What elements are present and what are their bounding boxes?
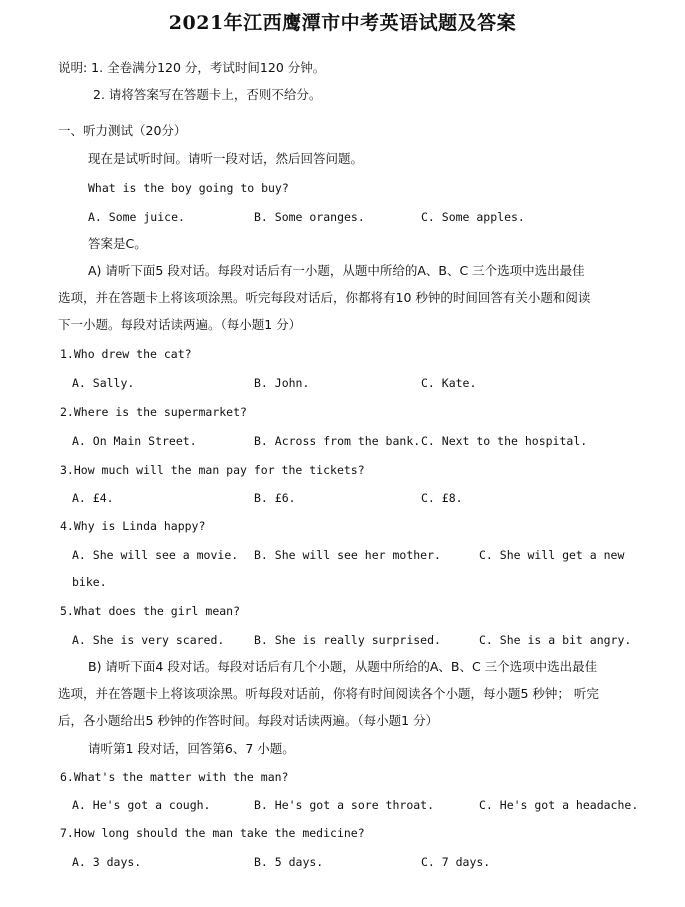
section-intro: 现在是试听时间。请听一段对话，然后回答问题。	[88, 151, 364, 166]
part-b-line-3: 后，各小题给出5 秒钟的作答时间。每段对话读两遍。（每小题1 分）	[58, 713, 439, 728]
q4-option-c: C. She will get a new	[479, 548, 625, 562]
q7-option-b: B. 5 days.	[254, 855, 324, 869]
part-a-line-1: A) 请听下面5 段对话。每段对话后有一小题，从题中所给的A、B、C 三个选项中选出最佳	[88, 263, 585, 278]
sample-option-a: A. Some juice.	[88, 210, 185, 224]
q2-option-c: C. Next to the hospital.	[421, 434, 588, 448]
part-b-line-2: 选项，并在答题卡上将该项涂黑。听每段对话前，你将有时间阅读各个小题，每小题5 秒钟； 听完	[58, 686, 599, 701]
section-heading: 一、听力测试（20分）	[58, 123, 187, 138]
q3-option-c: C. £8.	[421, 491, 463, 505]
instruction-line-1: 说明: 1. 全卷满分120 分，考试时间120 分钟。	[58, 60, 326, 75]
part-b-line-1: B) 请听下面4 段对话。每段对话后有几个小题，从题中所给的A、B、C 三个选项中选出最佳	[88, 659, 598, 674]
q7-option-a: A. 3 days.	[72, 855, 142, 869]
question-5: 5.What does the girl mean?	[60, 604, 241, 618]
q5-option-b: B. She is really surprised.	[254, 633, 441, 647]
q3-option-b: B. £6.	[254, 491, 296, 505]
q3-option-a: A. £4.	[72, 491, 114, 505]
q1-option-a: A. Sally.	[72, 376, 135, 390]
q6-option-a: A. He's got a cough.	[72, 798, 211, 812]
q1-option-c: C. Kate.	[421, 376, 477, 390]
instruction-line-2: 2. 请将答案写在答题卡上，否则不给分。	[93, 87, 322, 102]
document-title: 2021年江西鹰潭市中考英语试题及答案	[168, 12, 517, 34]
q2-option-a: A. On Main Street.	[72, 434, 197, 448]
q5-option-c: C. She is a bit angry.	[479, 633, 632, 647]
sample-option-b: B. Some oranges.	[254, 210, 365, 224]
q6-option-c: C. He's got a headache.	[479, 798, 639, 812]
q1-option-b: B. John.	[254, 376, 310, 390]
q4-option-b: B. She will see her mother.	[254, 548, 441, 562]
sample-answer: 答案是C。	[88, 236, 147, 251]
question-6: 6.What's the matter with the man?	[60, 770, 289, 784]
question-7: 7.How long should the man take the medicine?	[60, 826, 365, 840]
part-a-line-3: 下一小题。每段对话读两遍。（每小题1 分）	[58, 317, 302, 332]
q6-option-b: B. He's got a sore throat.	[254, 798, 435, 812]
part-a-line-2: 选项，并在答题卡上将该项涂黑。听完每段对话后，你都将有10 秒钟的时间回答有关小题和阅读	[58, 290, 591, 305]
q7-option-c: C. 7 days.	[421, 855, 491, 869]
sample-question: What is the boy going to buy?	[88, 181, 289, 195]
q4-option-a: A. She will see a movie.	[72, 548, 239, 562]
q2-option-b: B. Across from the bank.	[254, 434, 421, 448]
question-1: 1.Who drew the cat?	[60, 347, 192, 361]
question-2: 2.Where is the supermarket?	[60, 405, 247, 419]
question-3: 3.How much will the man pay for the tickets?	[60, 463, 365, 477]
sample-option-c: C. Some apples.	[421, 210, 525, 224]
q4-option-c-wrap: bike.	[72, 575, 107, 589]
part-b-subheading: 请听第1 段对话，回答第6、7 小题。	[88, 741, 295, 756]
question-4: 4.Why is Linda happy?	[60, 519, 206, 533]
q5-option-a: A. She is very scared.	[72, 633, 225, 647]
